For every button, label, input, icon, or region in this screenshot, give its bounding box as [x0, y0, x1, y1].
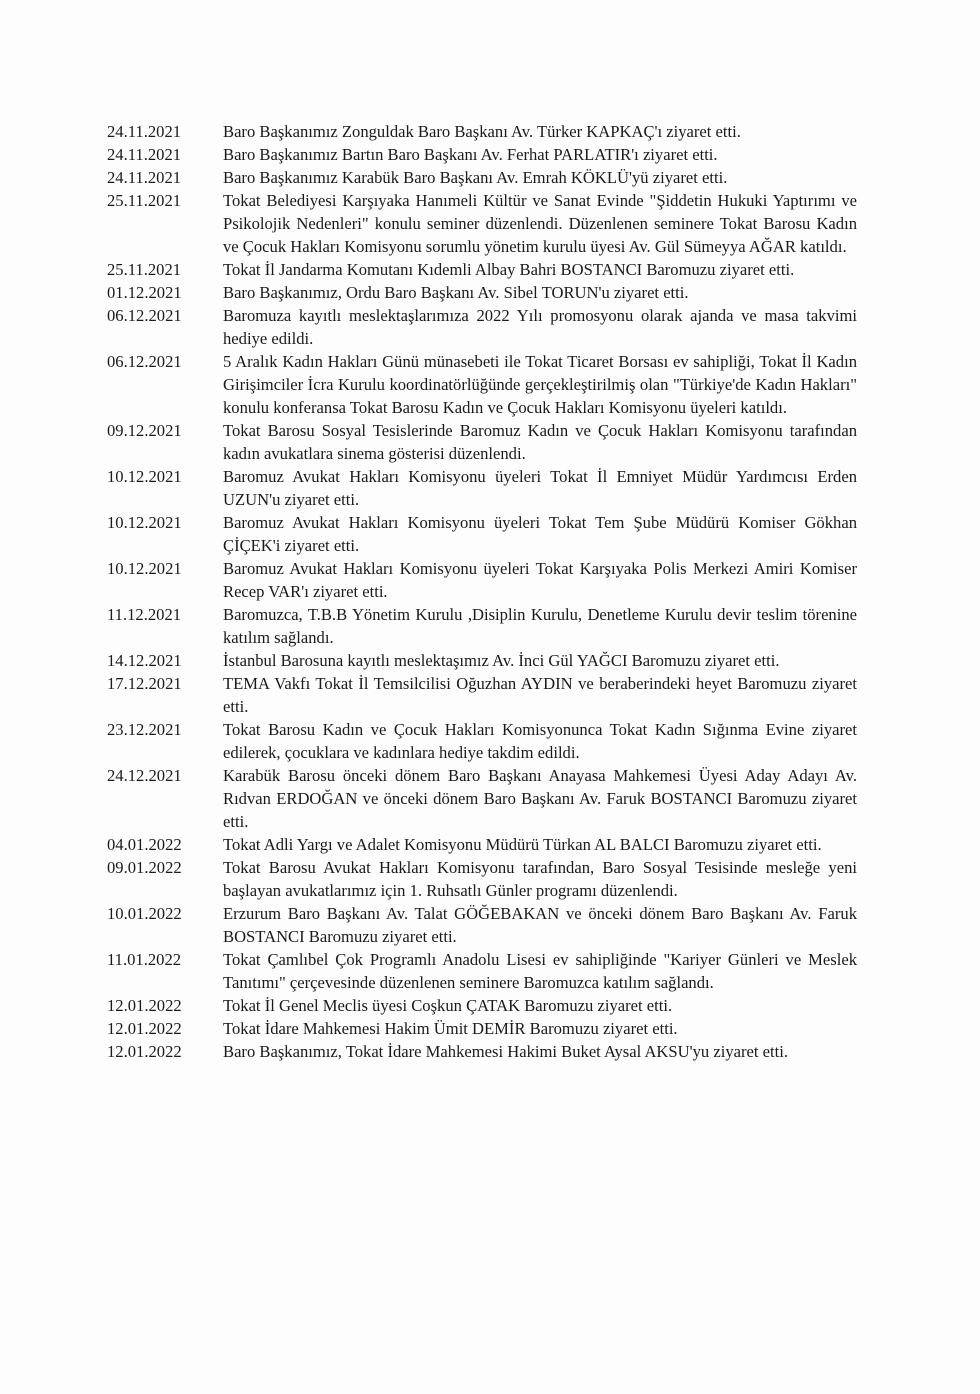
- entry-text: Baro Başkanımız, Ordu Baro Başkanı Av. Sibel TORUN'u ziyaret etti.: [223, 283, 689, 302]
- entry-text: Baromuz Avukat Hakları Komisyonu üyeleri Tokat İl Emniyet Müdür Yardımcısı Erden UZUN'u ziyaret etti.: [223, 467, 857, 509]
- log-entry: [107, 143, 857, 166]
- entry-date: 25.11.2021: [107, 191, 182, 210]
- log-entry: [107, 189, 857, 258]
- log-entry: [107, 672, 857, 718]
- entry-date: 24.11.2021: [107, 168, 182, 187]
- entry-text: Tokat Adli Yargı ve Adalet Komisyonu Müdürü Türkan AL BALCI Baromuzu ziyaret etti.: [223, 835, 822, 854]
- entry-date: 24.12.2021: [107, 766, 182, 785]
- entry-text: Baro Başkanımız, Tokat İdare Mahkemesi Hakimi Buket Aysal AKSU'yu ziyaret etti.: [223, 1042, 788, 1061]
- entry-text: Baromuz Avukat Hakları Komisyonu üyeleri Tokat Karşıyaka Polis Merkezi Amiri Komiser Recep VAR'ı ziyaret etti.: [223, 559, 857, 601]
- entry-date: 12.01.2022: [107, 1019, 182, 1038]
- log-entry: [107, 166, 857, 189]
- entry-date: 06.12.2021: [107, 306, 182, 325]
- entry-date: 23.12.2021: [107, 720, 182, 739]
- entry-date: 06.12.2021: [107, 352, 182, 371]
- entry-text: İstanbul Barosuna kayıtlı meslektaşımız Av. İnci Gül YAĞCI Baromuzu ziyaret etti.: [223, 651, 780, 670]
- entry-date: 14.12.2021: [107, 651, 182, 670]
- log-entry: [107, 1017, 857, 1040]
- entry-text: Tokat İl Jandarma Komutanı Kıdemli Albay Bahri BOSTANCI Baromuzu ziyaret etti.: [223, 260, 795, 279]
- log-entry: [107, 120, 857, 143]
- log-entry: [107, 1040, 857, 1063]
- log-entry: [107, 511, 857, 557]
- entry-date: 17.12.2021: [107, 674, 182, 693]
- log-entry: [107, 281, 857, 304]
- entry-date: 12.01.2022: [107, 996, 182, 1015]
- log-entry: [107, 764, 857, 833]
- log-entry: [107, 856, 857, 902]
- entry-text: Erzurum Baro Başkanı Av. Talat GÖĞEBAKAN ve önceki dönem Baro Başkanı Av. Faruk BOSTANCI Baromuzu ziyaret etti.: [223, 904, 857, 946]
- log-entry: [107, 902, 857, 948]
- entry-date: 25.11.2021: [107, 260, 182, 279]
- entry-date: 04.01.2022: [107, 835, 182, 854]
- log-entry: [107, 419, 857, 465]
- entry-date: 24.11.2021: [107, 145, 182, 164]
- entry-text: Tokat Çamlıbel Çok Programlı Anadolu Lisesi ev sahipliğinde "Kariyer Günleri ve Meslek Tanıtımı" çerçevesinde düzenlenen seminere Baromuzca katılım sağlandı.: [223, 950, 857, 992]
- entry-text: Baro Başkanımız Karabük Baro Başkanı Av. Emrah KÖKLÜ'yü ziyaret etti.: [223, 168, 728, 187]
- log-entry: [107, 258, 857, 281]
- log-entry: [107, 465, 857, 511]
- log-entry: [107, 603, 857, 649]
- entry-text: Baro Başkanımız Bartın Baro Başkanı Av. Ferhat PARLATIR'ı ziyaret etti.: [223, 145, 718, 164]
- entry-date: 11.01.2022: [107, 950, 182, 969]
- log-entry: [107, 994, 857, 1017]
- entry-date: 09.01.2022: [107, 858, 182, 877]
- entry-text: Baromuzca, T.B.B Yönetim Kurulu ,Disiplin Kurulu, Denetleme Kurulu devir teslim törenine katılım sağlandı.: [223, 605, 857, 647]
- entry-text: Karabük Barosu önceki dönem Baro Başkanı Anayasa Mahkemesi Üyesi Aday Adayı Av. Rıdvan ERDOĞAN ve önceki dönem Baro Başkanı Av. Faruk BOSTANCI Baromuzu ziyaret etti.: [223, 766, 857, 831]
- entry-text: Tokat Barosu Avukat Hakları Komisyonu tarafından, Baro Sosyal Tesisinde mesleğe yeni başlayan avukatlarımız için 1. Ruhsatlı Günler programı düzenlendi.: [223, 858, 857, 900]
- entry-date: 10.12.2021: [107, 559, 182, 578]
- entry-text: TEMA Vakfı Tokat İl Temsilcilisi Oğuzhan AYDIN ve beraberindeki heyet Baromuzu ziyaret etti.: [223, 674, 857, 716]
- log-entry: [107, 304, 857, 350]
- entry-date: 12.01.2022: [107, 1042, 182, 1061]
- entry-date: 09.12.2021: [107, 421, 182, 440]
- entry-text: Baro Başkanımız Zonguldak Baro Başkanı Av. Türker KAPKAÇ'ı ziyaret etti.: [223, 122, 741, 141]
- log-entry: [107, 649, 857, 672]
- entry-text: Tokat İl Genel Meclis üyesi Coşkun ÇATAK Baromuzu ziyaret etti.: [223, 996, 673, 1015]
- entry-text: Tokat Barosu Sosyal Tesislerinde Baromuz Kadın ve Çocuk Hakları Komisyonu tarafından kadın avukatlara sinema gösterisi düzenlendi.: [223, 421, 857, 463]
- log-entry: [107, 833, 857, 856]
- log-entry: [107, 350, 857, 419]
- entry-text: Tokat İdare Mahkemesi Hakim Ümit DEMİR Baromuzu ziyaret etti.: [223, 1019, 678, 1038]
- entry-date: 10.01.2022: [107, 904, 182, 923]
- entry-text: 5 Aralık Kadın Hakları Günü münasebeti ile Tokat Ticaret Borsası ev sahipliği, Tokat İl Kadın Girişimciler İcra Kurulu koordinatörlüğünde gerçekleştirilmiş olan "Türkiye'de Kadın Hakları" konulu konferansa Tokat Barosu Kadın ve Çocuk Hakları Komisyonu üyeleri katıldı.: [223, 352, 857, 417]
- log-entry: [107, 557, 857, 603]
- entry-date: 10.12.2021: [107, 513, 182, 532]
- entry-text: Baromuz Avukat Hakları Komisyonu üyeleri Tokat Tem Şube Müdürü Komiser Gökhan ÇİÇEK'i ziyaret etti.: [223, 513, 857, 555]
- entry-date: 11.12.2021: [107, 605, 182, 624]
- log-entry: [107, 948, 857, 994]
- entry-text: Baromuza kayıtlı meslektaşlarımıza 2022 Yılı promosyonu olarak ajanda ve masa takvimi hediye edildi.: [223, 306, 857, 348]
- activity-log: [107, 120, 857, 1063]
- entry-date: 01.12.2021: [107, 283, 182, 302]
- entry-text: Tokat Barosu Kadın ve Çocuk Hakları Komisyonunca Tokat Kadın Sığınma Evine ziyaret edilerek, çocuklara ve kadınlara hediye takdim edildi.: [223, 720, 857, 762]
- entry-date: 24.11.2021: [107, 122, 182, 141]
- log-entry: [107, 718, 857, 764]
- entry-date: 10.12.2021: [107, 467, 182, 486]
- entry-text: Tokat Belediyesi Karşıyaka Hanımeli Kültür ve Sanat Evinde "Şiddetin Hukuki Yaptırımı ve Psikolojik Nedenleri" konulu seminer düzenlendi. Düzenlenen seminere Tokat Barosu Kadın ve Çocuk Hakları Komisyonu sorumlu yönetim kurulu üyesi Av. Gül Sümeyya AĞAR katıldı.: [223, 191, 857, 256]
